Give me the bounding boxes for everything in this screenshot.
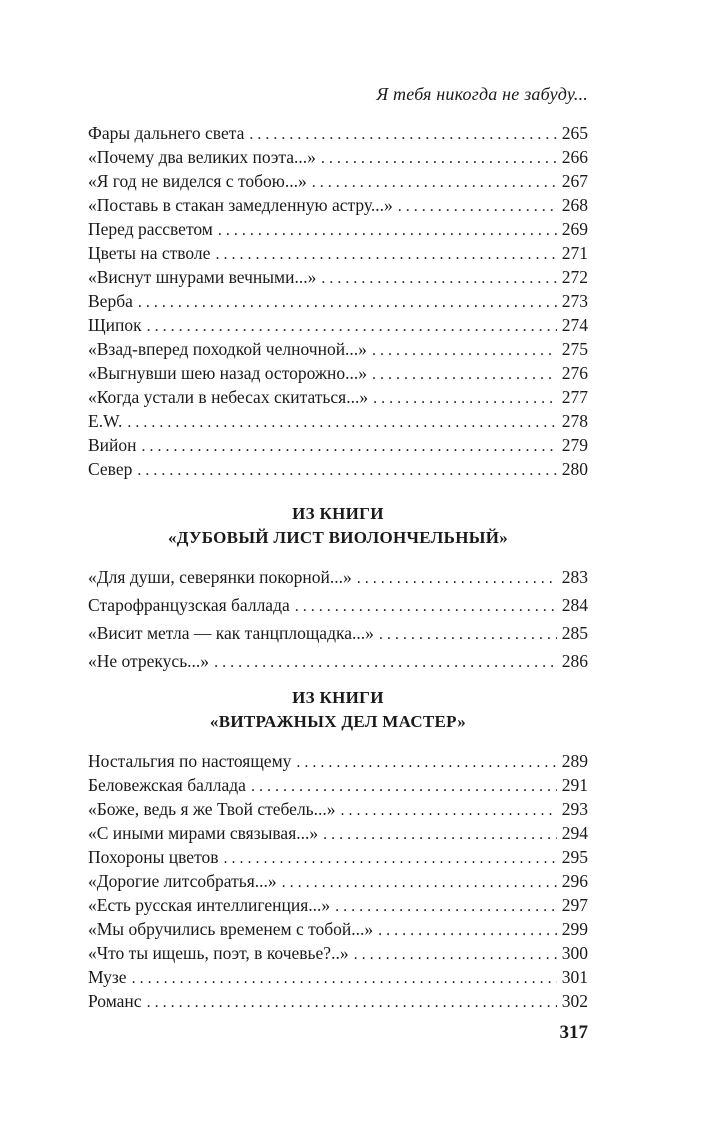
toc-entry [88, 217, 588, 241]
toc-section-1 [88, 121, 588, 481]
toc-entry [88, 169, 588, 193]
dot-leader [127, 411, 556, 435]
toc-entry [88, 893, 588, 917]
toc-entry [88, 773, 588, 797]
dot-leader [214, 649, 557, 677]
dot-leader [218, 219, 557, 243]
toc-entry [88, 917, 588, 941]
entry-page-number: 266 [561, 147, 588, 167]
toc-entry [88, 749, 588, 773]
entry-title: «Поставь в стакан замедленную астру...» [88, 195, 393, 215]
dot-leader [251, 775, 557, 799]
entry-page-number: 294 [561, 823, 588, 843]
entry-page-number: 293 [561, 799, 588, 819]
entry-title: Похороны цветов [88, 847, 219, 867]
toc-entry [88, 965, 588, 989]
entry-page-number: 280 [561, 459, 588, 479]
dot-leader [142, 435, 557, 459]
section-heading-line1: ИЗ КНИГИ [292, 688, 384, 707]
toc-entry [88, 337, 588, 361]
entry-title: Перед рассветом [88, 219, 213, 239]
entry-title: «Я год не виделся с тобою...» [88, 171, 307, 191]
section-heading [88, 502, 588, 550]
toc-entry [88, 563, 588, 591]
entry-page-number: 300 [561, 943, 588, 963]
entry-page-number: 265 [561, 123, 588, 143]
dot-leader [354, 943, 557, 967]
toc-entry [88, 433, 588, 457]
toc-entry [88, 313, 588, 337]
entry-page-number: 302 [561, 991, 588, 1011]
toc-entry [88, 289, 588, 313]
dot-leader [372, 339, 557, 363]
running-head: Я тебя никогда не забуду... [376, 84, 588, 104]
toc-entry [88, 385, 588, 409]
toc-entry [88, 647, 588, 675]
entry-title: «Есть русская интеллигенция...» [88, 895, 331, 915]
entry-page-number: 285 [561, 623, 588, 643]
entry-title: Романс [88, 991, 142, 1011]
toc-entry [88, 797, 588, 821]
entry-page-number: 291 [561, 775, 588, 795]
entry-page-number: 299 [561, 919, 588, 939]
entry-page-number: 277 [561, 387, 588, 407]
book-page [88, 0, 588, 1122]
dot-leader [215, 243, 556, 267]
toc-entry [88, 821, 588, 845]
entry-title: «Выгнувши шею назад осторожно...» [88, 363, 368, 383]
entry-title: «С иными мирами связывая...» [88, 823, 319, 843]
entry-title: «Когда устали в небесах скитаться...» [88, 387, 369, 407]
toc-entry [88, 265, 588, 289]
toc-entry [88, 361, 588, 385]
entry-title: «Боже, ведь я же Твой стебель...» [88, 799, 336, 819]
entry-title: Верба [88, 291, 133, 311]
dot-leader [323, 823, 557, 847]
toc-entry [88, 941, 588, 965]
entry-title: «Висит метла — как танцплощадка...» [88, 623, 374, 643]
entry-title: Старофранцузская баллада [88, 595, 290, 615]
entry-page-number: 268 [561, 195, 588, 215]
entry-title: «Мы обручились временем с тобой...» [88, 919, 374, 939]
entry-page-number: 267 [561, 171, 588, 191]
entry-title: Вийон [88, 435, 137, 455]
entry-title: «Виснут шнурами вечными...» [88, 267, 317, 287]
entry-page-number: 274 [561, 315, 588, 335]
entry-page-number: 273 [561, 291, 588, 311]
dot-leader [373, 387, 557, 411]
toc-entry [88, 409, 588, 433]
toc-entry [88, 845, 588, 869]
entry-title: «Почему два великих поэта...» [88, 147, 316, 167]
entry-title: Цветы на стволе [88, 243, 211, 263]
section-heading-line1: ИЗ КНИГИ [292, 504, 384, 523]
entry-title: Музе [88, 967, 127, 987]
page-folio-number: 317 [559, 1022, 588, 1043]
entry-title: Щипок [88, 315, 142, 335]
entry-title: «Взад-вперед походкой челночной...» [88, 339, 367, 359]
dot-leader [341, 799, 557, 823]
toc-entry [88, 457, 588, 481]
entry-title: E.W. [88, 411, 123, 431]
dot-leader [398, 195, 557, 219]
dot-leader [296, 751, 556, 775]
toc-entry [88, 145, 588, 169]
dot-leader [312, 171, 557, 195]
toc-entry [88, 241, 588, 265]
dot-leader [295, 593, 557, 621]
dot-leader [378, 919, 557, 943]
toc-entry [88, 193, 588, 217]
section-heading-line2: «ДУБОВЫЙ ЛИСТ ВИОЛОНЧЕЛЬНЫЙ» [167, 528, 509, 547]
toc-entry [88, 989, 588, 1013]
entry-page-number: 279 [561, 435, 588, 455]
entry-page-number: 286 [561, 651, 588, 671]
entry-page-number: 269 [561, 219, 588, 239]
dot-leader [249, 123, 556, 147]
entry-page-number: 275 [561, 339, 588, 359]
toc-entry [88, 591, 588, 619]
dot-leader [357, 565, 557, 593]
entry-page-number: 289 [561, 751, 588, 771]
entry-title: Север [88, 459, 133, 479]
dot-leader [321, 267, 556, 291]
entry-page-number: 297 [561, 895, 588, 915]
dot-leader [282, 871, 557, 895]
entry-page-number: 278 [561, 411, 588, 431]
entry-page-number: 272 [561, 267, 588, 287]
entry-page-number: 296 [561, 871, 588, 891]
entry-page-number: 284 [561, 595, 588, 615]
dot-leader [132, 967, 557, 991]
toc-entry [88, 121, 588, 145]
entry-page-number: 271 [561, 243, 588, 263]
dot-leader [335, 895, 557, 919]
dot-leader [138, 291, 557, 315]
toc-section-2 [88, 563, 588, 675]
dot-leader [379, 621, 557, 649]
entry-title: «Что ты ищешь, поэт, в кочевье?..» [88, 943, 349, 963]
entry-title: «Для души, северянки покорной...» [88, 567, 352, 587]
section-heading-line2: «ВИТРАЖНЫХ ДЕЛ МАСТЕР» [209, 712, 467, 731]
toc-section-3 [88, 749, 588, 1013]
entry-page-number: 295 [561, 847, 588, 867]
entry-title: Фары дальнего света [88, 123, 245, 143]
dot-leader [137, 459, 556, 483]
dot-leader [147, 315, 557, 339]
toc-entry [88, 619, 588, 647]
entry-page-number: 276 [561, 363, 588, 383]
dot-leader [372, 363, 557, 387]
section-heading [88, 686, 588, 734]
entry-page-number: 283 [561, 567, 588, 587]
entry-title: Беловежская баллада [88, 775, 246, 795]
dot-leader [224, 847, 557, 871]
entry-title: «Дорогие литсобратья...» [88, 871, 277, 891]
entry-title: «Не отрекусь...» [88, 651, 210, 671]
entry-title: Ностальгия по настоящему [88, 751, 292, 771]
toc-entry [88, 869, 588, 893]
dot-leader [321, 147, 557, 171]
entry-page-number: 301 [561, 967, 588, 987]
dot-leader [147, 991, 557, 1015]
